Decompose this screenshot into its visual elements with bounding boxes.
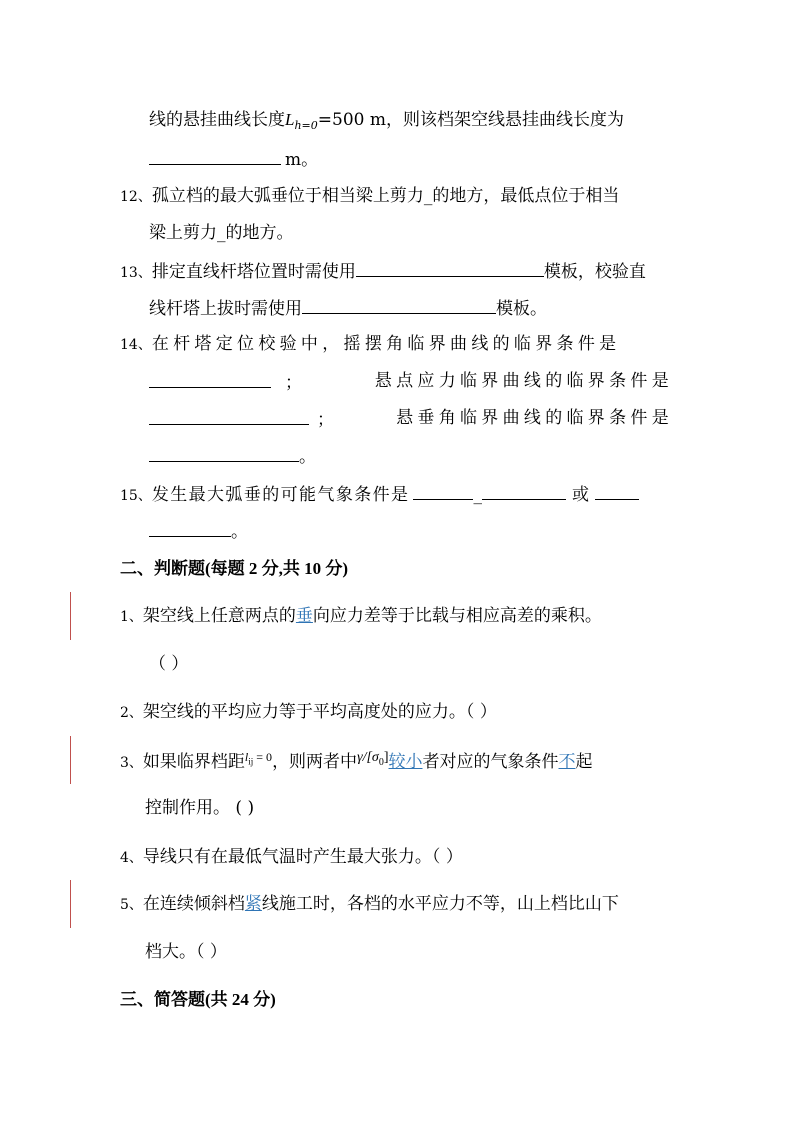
judge-3-text-mid: ，则两者中 — [272, 752, 358, 772]
judge-4-text: 导线只有在最低气温时产生最大张力。（ ） — [142, 847, 463, 867]
judge-5-text: 在连续倾斜档 — [142, 894, 245, 914]
section-3-score: (共 24 分) — [205, 990, 276, 1009]
q13-text: 排定直线杆塔位置时需使用 — [151, 262, 356, 282]
q15-blank-1a[interactable] — [413, 481, 473, 500]
q11-unit: m。 — [285, 150, 319, 170]
q11-var: L — [285, 110, 295, 129]
q13-text-2: 线杆塔上拔时需使用 — [149, 299, 302, 319]
q14-blank-2[interactable] — [149, 406, 309, 425]
q15-blank-2[interactable] — [595, 481, 639, 500]
q13-line1 — [120, 258, 646, 285]
q15-blank-1b[interactable] — [482, 481, 566, 500]
q15-text: 发生最大弧垂的可能气象条件是 — [151, 485, 410, 505]
section-2-heading — [120, 557, 348, 581]
q12-text-2: 梁上剪力_的地方。 — [149, 223, 294, 243]
judge-5 — [120, 892, 619, 917]
judge-1-answer[interactable]: （ ） — [149, 654, 189, 674]
q13-number: 13、 — [120, 265, 152, 281]
q15-line2 — [149, 518, 248, 544]
judge-3-formula-bracket: ] — [383, 750, 389, 765]
section-3-number: 三、 — [120, 990, 154, 1009]
q15-number: 15、 — [120, 488, 152, 504]
q11-line2 — [149, 146, 318, 172]
revision-bar — [70, 592, 71, 640]
q14-line2 — [149, 369, 673, 395]
judge-1 — [120, 604, 602, 629]
section-2-number: 二、 — [120, 559, 154, 578]
q13-blank-1[interactable] — [356, 258, 544, 277]
judge-3-number: 3、 — [120, 755, 143, 771]
judge-3-formula-l: l — [244, 750, 249, 764]
q15-end: 。 — [231, 522, 248, 542]
judge-3-formula-lij — [244, 750, 273, 767]
q13-text-end: 模板。 — [496, 299, 547, 319]
judge-3-tracked-change-1[interactable]: 较小 — [388, 752, 423, 772]
q14-blank-1[interactable] — [149, 369, 271, 388]
q14-blank-3[interactable] — [149, 443, 299, 462]
q14-number: 14、 — [120, 337, 152, 353]
judge-3-line2 — [145, 796, 254, 820]
judge-3-formula-sub: ij — [248, 756, 254, 767]
q14-end: 。 — [299, 447, 316, 467]
judge-1-line2 — [149, 652, 188, 676]
q12-number: 12、 — [120, 189, 152, 205]
judge-3-formula-gamma: γ/[σ — [357, 750, 379, 765]
judge-5-tracked-change[interactable]: 紧 — [244, 894, 262, 914]
q11-text-post: =500 m，则该档架空线悬挂曲线长度为 — [317, 110, 624, 130]
judge-5-text-post: 线施工时，各档的水平应力不等，山上档比山下 — [261, 894, 619, 914]
q12-text: 孤立档的最大弧垂位于相当梁上剪力_的地方，最低点位于相当 — [151, 186, 620, 206]
section-3-title: 简答题 — [154, 990, 205, 1009]
judge-3-text: 如果临界档距 — [142, 752, 245, 772]
q14-line4 — [149, 443, 316, 469]
judge-2-text: 架空线的平均应力等于平均高度处的应力。（ ） — [142, 702, 497, 722]
judge-1-text-post: 向应力差等于比载与相应高差的乘积。 — [312, 606, 602, 626]
section-2-title: 判断题 — [154, 559, 205, 578]
judge-3-tracked-change-2[interactable]: 不 — [558, 752, 576, 772]
judge-1-tracked-change[interactable]: 垂 — [295, 606, 313, 626]
judge-5-number: 5、 — [120, 897, 143, 913]
judge-3-text-mid2: 者对应的气象条件 — [422, 752, 559, 772]
q14-text-2: 悬点应力临界曲线的临界条件是 — [374, 371, 673, 391]
judge-3-answer[interactable]: 控制作用。 ( ) — [145, 798, 255, 818]
q11-line1 — [149, 108, 624, 138]
q14-line1 — [120, 332, 620, 357]
q13-line2 — [149, 295, 547, 321]
q13-text-mid: 模板，校验直 — [543, 262, 646, 282]
q14-sep-1: ； — [285, 373, 302, 393]
judge-3-formula-eq: = 0 — [253, 750, 273, 764]
judge-5-line2 — [145, 940, 227, 964]
judge-3 — [120, 750, 593, 781]
q13-blank-2[interactable] — [302, 295, 496, 314]
q11-text: 线的悬挂曲线长度 — [149, 110, 285, 130]
q15-blank-3[interactable] — [149, 518, 231, 537]
section-2-score: (每题 2 分,共 10 分) — [205, 559, 349, 578]
q14-text: 在杆塔定位校验中，摇摆角临界曲线的临界条件是 — [151, 334, 621, 354]
judge-3-formula-ratio — [357, 750, 389, 768]
q15-or: 或 — [571, 485, 589, 505]
judge-3-formula-sub0: 0 — [378, 756, 384, 768]
judge-2 — [120, 700, 497, 725]
judge-4 — [120, 845, 463, 870]
q14-sep-2: ； — [317, 410, 334, 430]
judge-2-number: 2、 — [120, 705, 143, 721]
q15-line1 — [120, 481, 639, 508]
revision-bar — [70, 880, 71, 928]
q11-sub: h=0 — [294, 119, 318, 132]
section-3-heading — [120, 988, 276, 1012]
q12-line1 — [120, 184, 619, 209]
judge-3-text-post: 起 — [575, 752, 593, 772]
q11-answer-blank[interactable] — [149, 146, 281, 165]
revision-bar — [70, 736, 71, 784]
judge-1-number: 1、 — [120, 609, 143, 625]
q15-mark: _ — [473, 485, 482, 505]
judge-4-number: 4、 — [120, 850, 143, 866]
judge-1-text: 架空线上任意两点的 — [142, 606, 296, 626]
judge-5-answer[interactable]: 档大。（ ） — [145, 942, 227, 962]
q12-line2 — [149, 221, 294, 245]
q14-text-3: 悬垂角临界曲线的临界条件是 — [396, 408, 673, 428]
q14-line3 — [149, 406, 673, 432]
